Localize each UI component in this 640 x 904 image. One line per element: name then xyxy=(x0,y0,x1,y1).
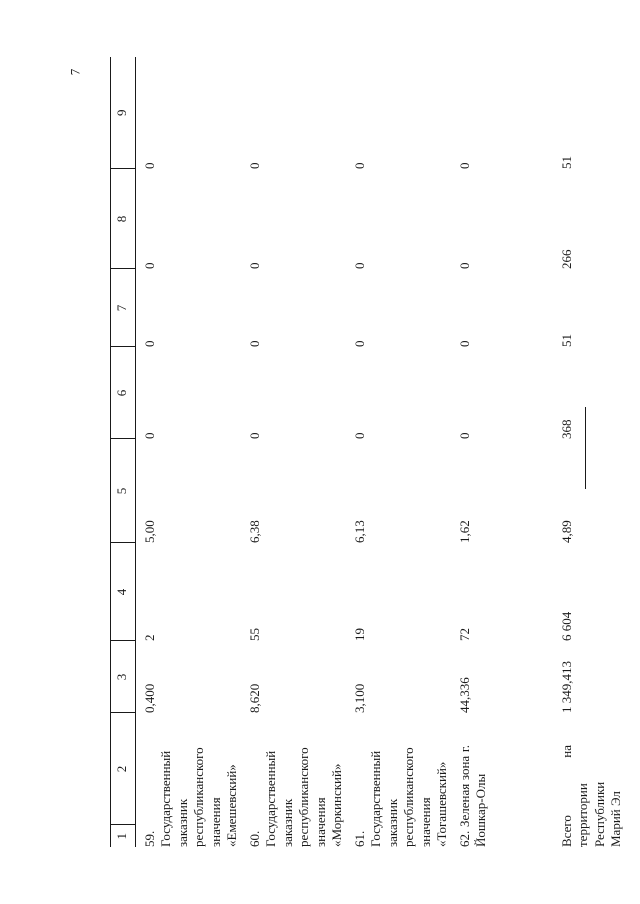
cell-value: 0 xyxy=(246,340,262,347)
cell-value: 72 xyxy=(456,628,472,641)
table-row xyxy=(451,57,553,847)
cell-value: 0 xyxy=(351,262,367,269)
row-name: 59. Государственный заказник республиканского значения «Емешевский» xyxy=(141,747,239,847)
cell-value: 8,620 xyxy=(246,683,262,713)
cell-value: 1 349,413 xyxy=(558,661,574,713)
cell-value: 6,38 xyxy=(246,520,262,543)
cell-value: 2 xyxy=(141,634,157,641)
col-header: 6 xyxy=(111,347,136,439)
page-number: 7 xyxy=(67,68,83,76)
cell-value: 19 xyxy=(351,628,367,641)
row-name: 62. Зеленая зона г. Йошкар-Олы xyxy=(456,745,488,847)
cell-value: 0 xyxy=(246,162,262,169)
cell-value: 3,100 xyxy=(351,683,367,713)
data-table xyxy=(110,57,625,847)
col-header: 2 xyxy=(111,713,136,825)
cell-value: 4,89 xyxy=(558,520,574,543)
row-name: 60. Государственный заказник республиканского значения «Моркинский» xyxy=(246,747,344,847)
cell-value: 0 xyxy=(246,432,262,439)
cell-value: 51 xyxy=(558,156,574,169)
cell-value: 51 xyxy=(558,334,574,347)
cell-value: 266 xyxy=(558,249,574,269)
cell-value: 0 xyxy=(141,162,157,169)
table-row xyxy=(346,57,451,847)
row-name: Всего на территории Республики Марий Эл xyxy=(558,745,623,847)
col-header: 8 xyxy=(111,169,136,269)
cell-value: 0 xyxy=(351,340,367,347)
header-row xyxy=(111,57,136,847)
cell-value: 0 xyxy=(456,162,472,169)
cell-value: 0 xyxy=(246,262,262,269)
col-header: 1 xyxy=(111,825,136,847)
col-header: 7 xyxy=(111,269,136,347)
cell-value: 0 xyxy=(141,262,157,269)
cell-value: 0 xyxy=(141,432,157,439)
end-rule xyxy=(585,407,586,489)
total-row xyxy=(553,57,625,847)
col-header: 3 xyxy=(111,641,136,713)
cell-value: 0,400 xyxy=(141,683,157,713)
table-row xyxy=(135,57,241,847)
cell-value: 5,00 xyxy=(141,520,157,543)
cell-value: 44,336 xyxy=(456,677,472,713)
col-header: 4 xyxy=(111,543,136,641)
cell-value: 1,62 xyxy=(456,520,472,543)
col-header: 9 xyxy=(111,57,136,169)
cell-value: 0 xyxy=(456,432,472,439)
rotated-table-container xyxy=(110,57,623,847)
cell-value: 368 xyxy=(558,419,574,439)
cell-value: 0 xyxy=(351,162,367,169)
cell-value: 0 xyxy=(351,432,367,439)
row-name: 61. Государственный заказник республиканского значения «Тогашевский» xyxy=(351,747,449,847)
cell-value: 0 xyxy=(141,340,157,347)
cell-value: 0 xyxy=(456,262,472,269)
cell-value: 55 xyxy=(246,628,262,641)
table-row xyxy=(241,57,346,847)
cell-value: 6 604 xyxy=(558,611,574,641)
cell-value: 6,13 xyxy=(351,520,367,543)
cell-value: 0 xyxy=(456,340,472,347)
col-header: 5 xyxy=(111,439,136,543)
